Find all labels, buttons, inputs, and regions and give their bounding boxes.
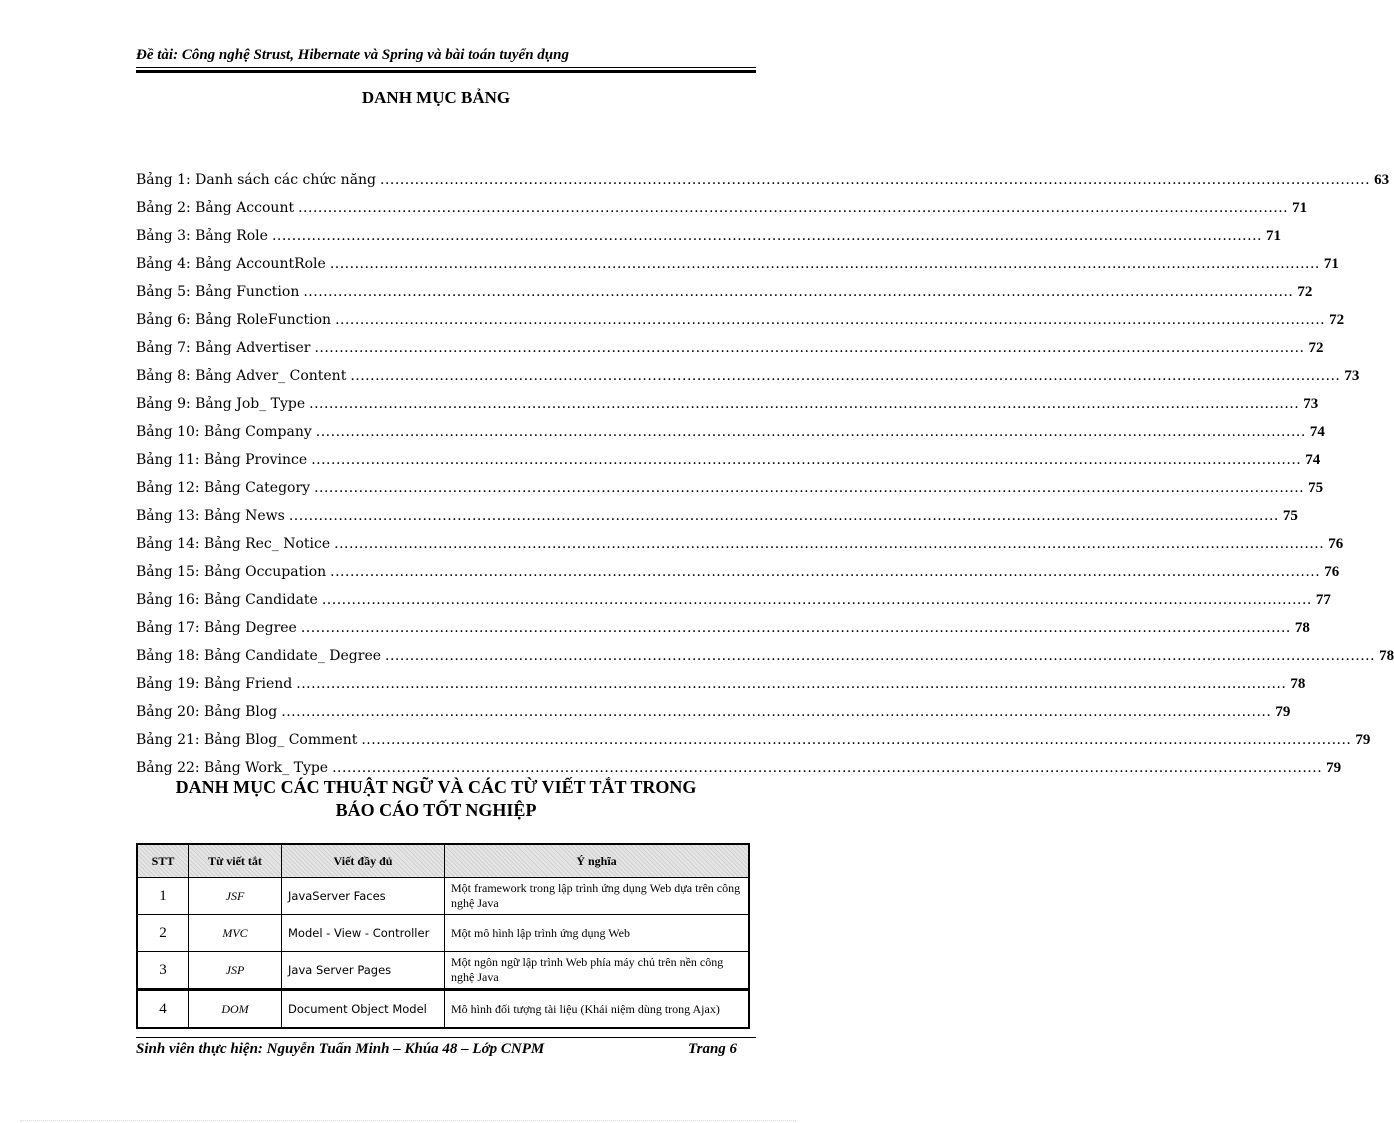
- cell-stt: 2: [137, 915, 189, 952]
- toc-entry-label: Bảng 15: Bảng Occupation: [136, 564, 327, 580]
- tables-list: [136, 162, 1394, 778]
- toc-leader-dots: ........................................................................................................................................................................................................: [296, 676, 1287, 692]
- table-row: [137, 952, 749, 990]
- cell-meaning: Mô hình đối tượng tài liệu (Khái niệm dùng trong Ajax): [445, 990, 750, 1029]
- footer-author: Sinh viên thực hiện: Nguyễn Tuấn Minh – Khúa 48 – Lớp CNPM: [136, 1041, 545, 1057]
- cell-full: Java Server Pages: [282, 952, 445, 990]
- cell-meaning: Một framework trong lập trình ứng dụng Web dựa trên công nghệ Java: [445, 878, 750, 915]
- footer-page-number: Trang 6: [688, 1041, 738, 1057]
- toc-entry-label: Bảng 7: Bảng Advertiser: [136, 340, 311, 356]
- toc-entry-label: Bảng 12: Bảng Category: [136, 480, 311, 496]
- toc-entry-label: Bảng 14: Bảng Rec_ Notice: [136, 536, 331, 552]
- toc-entry-page: 78: [1379, 648, 1394, 664]
- toc-entry-page: 79: [1355, 732, 1371, 748]
- glossary-header-row: [137, 844, 749, 878]
- toc-leader-dots: ........................................................................................................................................................................................................: [303, 284, 1294, 300]
- toc-entry-page: 73: [1344, 368, 1360, 384]
- toc-entry[interactable]: [136, 526, 1344, 554]
- toc-entry-label: Bảng 21: Bảng Blog_ Comment: [136, 732, 358, 748]
- toc-entry[interactable]: [136, 442, 1321, 470]
- cell-abbr: DOM: [189, 990, 282, 1029]
- glossary-table: [136, 843, 750, 1029]
- toc-entry[interactable]: [136, 750, 1342, 778]
- toc-leader-dots: ........................................................................................................................................................................................................: [361, 732, 1352, 748]
- toc-leader-dots: ........................................................................................................................................................................................................: [350, 368, 1341, 384]
- toc-entry-page: 72: [1297, 284, 1313, 300]
- cell-full: JavaServer Faces: [282, 878, 445, 915]
- toc-leader-dots: ........................................................................................................................................................................................................: [314, 480, 1305, 496]
- toc-entry-page: 78: [1290, 676, 1306, 692]
- toc-entry-label: Bảng 17: Bảng Degree: [136, 620, 297, 636]
- toc-entry[interactable]: [136, 162, 1390, 190]
- toc-entry-page: 79: [1326, 760, 1342, 776]
- cell-meaning: Một mô hình lập trình ứng dụng Web: [445, 915, 750, 952]
- toc-leader-dots: ........................................................................................................................................................................................................: [330, 564, 1321, 580]
- toc-entry-label: Bảng 20: Bảng Blog: [136, 704, 278, 720]
- toc-leader-dots: ........................................................................................................................................................................................................: [332, 760, 1323, 776]
- toc-entry-label: Bảng 5: Bảng Function: [136, 284, 300, 300]
- toc-leader-dots: ........................................................................................................................................................................................................: [298, 200, 1289, 216]
- toc-entry-label: Bảng 8: Bảng Adver_ Content: [136, 368, 347, 384]
- header-rule: [136, 67, 756, 68]
- toc-entry-page: 74: [1305, 452, 1321, 468]
- toc-leader-dots: ........................................................................................................................................................................................................: [385, 648, 1376, 664]
- toc-entry-label: Bảng 13: Bảng News: [136, 508, 285, 524]
- toc-entry[interactable]: [136, 666, 1306, 694]
- toc-leader-dots: ........................................................................................................................................................................................................: [314, 340, 1305, 356]
- toc-entry[interactable]: [136, 554, 1340, 582]
- toc-entry[interactable]: [136, 330, 1324, 358]
- toc-entry[interactable]: [136, 470, 1324, 498]
- toc-entry-page: 79: [1275, 704, 1291, 720]
- toc-entry-label: Bảng 4: Bảng AccountRole: [136, 256, 326, 272]
- toc-entry-page: 71: [1292, 200, 1308, 216]
- toc-entry-page: 75: [1282, 508, 1298, 524]
- glossary-title: [136, 776, 736, 822]
- column-header-stt: STT: [137, 844, 189, 878]
- footer-rule: [136, 1037, 756, 1038]
- toc-entry[interactable]: [136, 610, 1310, 638]
- cell-abbr: JSF: [189, 878, 282, 915]
- toc-entry-page: 75: [1308, 480, 1324, 496]
- cell-stt: 1: [137, 878, 189, 915]
- glossary-title-line2: BÁO CÁO TỐT NGHIỆP: [335, 800, 537, 820]
- cell-stt: 3: [137, 952, 189, 990]
- document-header: Đề tài: Công nghệ Strust, Hibernate và Spring và bài toán tuyển dụng: [136, 47, 569, 63]
- toc-entry-label: Bảng 1: Danh sách các chức năng: [136, 172, 377, 188]
- toc-entry[interactable]: [136, 722, 1371, 750]
- toc-leader-dots: ........................................................................................................................................................................................................: [271, 228, 1262, 244]
- toc-entry-label: Bảng 3: Bảng Role: [136, 228, 268, 244]
- toc-entry-page: 72: [1308, 340, 1324, 356]
- toc-entry[interactable]: [136, 218, 1281, 246]
- toc-entry-page: 73: [1303, 396, 1319, 412]
- toc-leader-dots: ........................................................................................................................................................................................................: [329, 256, 1320, 272]
- toc-leader-dots: ........................................................................................................................................................................................................: [335, 312, 1326, 328]
- toc-entry[interactable]: [136, 358, 1360, 386]
- toc-leader-dots: ........................................................................................................................................................................................................: [309, 396, 1300, 412]
- toc-leader-dots: ........................................................................................................................................................................................................: [300, 620, 1291, 636]
- toc-leader-dots: ........................................................................................................................................................................................................: [334, 536, 1325, 552]
- toc-entry-label: Bảng 9: Bảng Job_ Type: [136, 396, 306, 412]
- column-header-full: Viết đầy đủ: [282, 844, 445, 878]
- toc-entry-label: Bảng 16: Bảng Candidate: [136, 592, 318, 608]
- column-header-abbr: Từ viết tắt: [189, 844, 282, 878]
- table-row: [137, 915, 749, 952]
- toc-entry-label: Bảng 6: Bảng RoleFunction: [136, 312, 332, 328]
- toc-entry[interactable]: [136, 274, 1313, 302]
- toc-entry-page: 71: [1323, 256, 1339, 272]
- toc-entry-page: 76: [1324, 564, 1340, 580]
- cell-abbr: MVC: [189, 915, 282, 952]
- toc-entry-label: Bảng 22: Bảng Work_ Type: [136, 760, 329, 776]
- header-rule-thick: [136, 70, 756, 73]
- toc-entry-page: 71: [1265, 228, 1281, 244]
- toc-leader-dots: ........................................................................................................................................................................................................: [281, 704, 1272, 720]
- cell-abbr: JSP: [189, 952, 282, 990]
- table-row: [137, 990, 749, 1029]
- glossary-title-line1: DANH MỤC CÁC THUẬT NGỮ VÀ CÁC TỪ VIẾT TẮT TRONG: [175, 777, 697, 797]
- toc-entry[interactable]: [136, 246, 1339, 274]
- cell-full: Document Object Model: [282, 990, 445, 1029]
- toc-entry-page: 77: [1315, 592, 1331, 608]
- table-row: [137, 878, 749, 915]
- cell-full: Model - View - Controller: [282, 915, 445, 952]
- toc-entry[interactable]: [136, 386, 1319, 414]
- cell-stt: 4: [137, 990, 189, 1029]
- toc-entry-page: 74: [1309, 424, 1325, 440]
- toc-entry-page: 76: [1328, 536, 1344, 552]
- toc-leader-dots: ........................................................................................................................................................................................................: [380, 172, 1371, 188]
- toc-entry[interactable]: [136, 302, 1345, 330]
- toc-leader-dots: ........................................................................................................................................................................................................: [311, 452, 1302, 468]
- toc-entry-page: 78: [1294, 620, 1310, 636]
- tables-list-title: DANH MỤC BẢNG: [361, 88, 511, 107]
- toc-entry-page: 72: [1329, 312, 1345, 328]
- toc-leader-dots: ........................................................................................................................................................................................................: [315, 424, 1306, 440]
- toc-entry[interactable]: [136, 694, 1291, 722]
- toc-entry[interactable]: [136, 498, 1298, 526]
- toc-entry[interactable]: [136, 190, 1308, 218]
- toc-entry[interactable]: [136, 582, 1331, 610]
- toc-entry[interactable]: [136, 414, 1325, 442]
- toc-leader-dots: ........................................................................................................................................................................................................: [321, 592, 1312, 608]
- toc-leader-dots: ........................................................................................................................................................................................................: [288, 508, 1279, 524]
- toc-entry[interactable]: [136, 638, 1394, 666]
- column-header-meaning: Ý nghĩa: [445, 844, 750, 878]
- toc-entry-page: 63: [1374, 172, 1390, 188]
- toc-entry-label: Bảng 19: Bảng Friend: [136, 676, 293, 692]
- toc-entry-label: Bảng 2: Bảng Account: [136, 200, 295, 216]
- toc-entry-label: Bảng 18: Bảng Candidate_ Degree: [136, 648, 382, 664]
- cell-meaning: Một ngôn ngữ lập trình Web phía máy chủ trên nền công nghệ Java: [445, 952, 750, 990]
- toc-entry-label: Bảng 11: Bảng Province: [136, 452, 308, 468]
- page-edge: [20, 1120, 796, 1121]
- toc-entry-label: Bảng 10: Bảng Company: [136, 424, 312, 440]
